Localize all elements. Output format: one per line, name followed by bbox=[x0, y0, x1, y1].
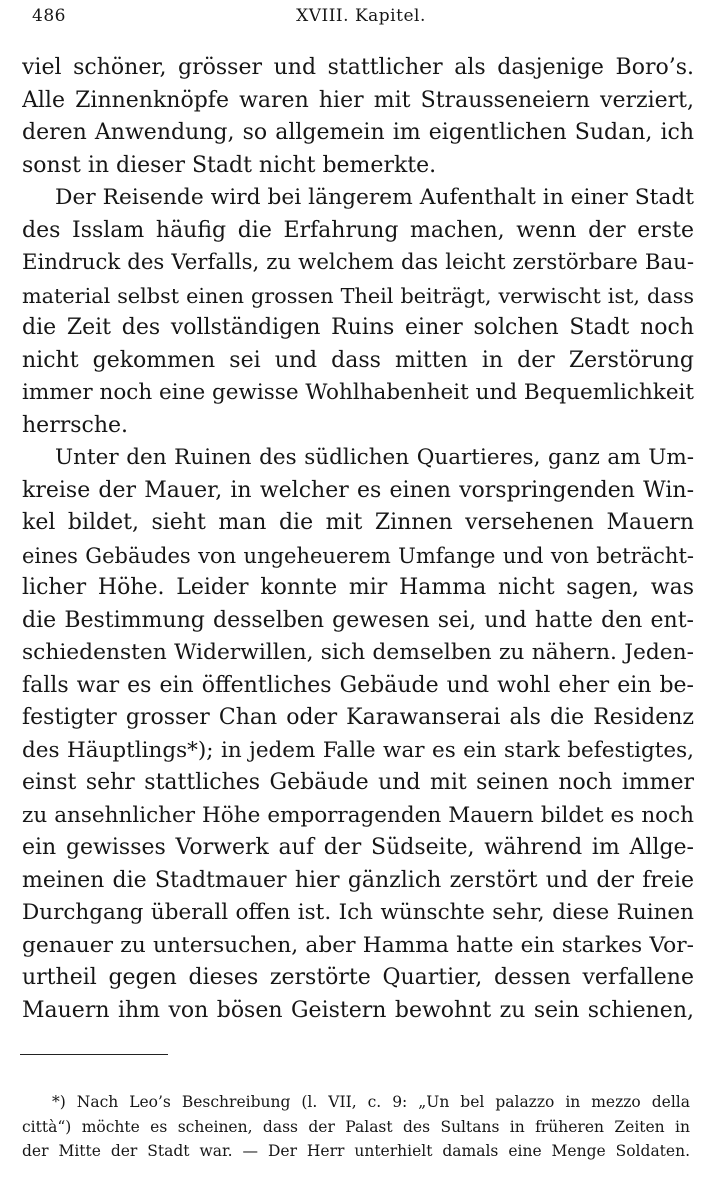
text-line: zu ansehnlicher Höhe emporragenden Mauern bildet es noch bbox=[22, 802, 694, 828]
text-line: deren Anwendung, so allgemein im eigentlichen Sudan, ich bbox=[22, 120, 694, 145]
text-line: herrsche. bbox=[22, 412, 129, 438]
text-line: Alle Zinnenknöpfe waren hier mit Straussenеiern verziert, bbox=[22, 87, 694, 113]
footnote-line: città“) möchte es scheinen, dass der Palast des Sultans in früheren Zeiten in bbox=[22, 1117, 690, 1136]
text-line: kel bildet, sieht man die mit Zinnen versehenen Mauern bbox=[22, 510, 694, 535]
text-line: Eindruck des Verfalls, zu welchem das leicht zerstörbare Bau- bbox=[22, 250, 694, 275]
text-line: des Isslam häufig die Erfahrung machen, wenn der erste bbox=[22, 217, 694, 243]
text-line: kreise der Mauer, in welcher es einen vorspringenden Win- bbox=[22, 477, 694, 503]
footnote-line: der Mitte der Stadt war. — Der Herr unterhielt damals eine Menge Soldaten. bbox=[22, 1142, 690, 1160]
page-number: 486 bbox=[32, 6, 66, 26]
text-line: eines Gebäudes von ungeheuerem Umfange und von beträcht- bbox=[22, 543, 694, 568]
page-header bbox=[32, 6, 690, 32]
text-line: einst sehr stattliches Gebäude und mit seinen noch immer bbox=[22, 770, 694, 795]
text-line: ein gewisses Vorwerk auf der Südseite, während im Allge- bbox=[22, 835, 694, 860]
paragraph-first-line: Der Reisende wird bei längerem Aufenthalt in einer Stadt bbox=[55, 185, 694, 210]
text-line: falls war es ein öffentliches Gebäude und wohl eher ein be- bbox=[22, 672, 694, 698]
footnote-line: *) Nach Leo’s Beschreibung (l. VII, c. 9: „Un bel palazzo in mezzo della bbox=[52, 1093, 690, 1111]
text-line: urtheil gegen dieses zerstörte Quartier, dessen verfallene bbox=[22, 965, 694, 990]
text-line: die Bestimmung desselben gewesen sei, und hatte den ent- bbox=[22, 607, 694, 633]
text-line: viel schöner, grösser und stattlicher als dasjenige Boro’s. bbox=[22, 55, 694, 80]
text-line: Mauern ihm von bösen Geistern bewohnt zu sein schienen, bbox=[22, 997, 694, 1023]
body-text bbox=[22, 52, 694, 1027]
text-line: immer noch eine gewisse Wohlhabenheit und Bequemlichkeit bbox=[22, 380, 694, 405]
footnotes bbox=[22, 1090, 690, 1164]
text-line: genauer zu untersuchen, aber Hamma hatte ein starkes Vor- bbox=[22, 932, 694, 958]
text-line: licher Höhe. Leider konnte mir Hamma nicht sagen, was bbox=[22, 575, 694, 600]
text-line: Durchgang überall offen ist. Ich wünschte sehr, diese Ruinen bbox=[22, 900, 694, 925]
text-line: des Häuptlings*); in jedem Falle war es ein stark befestigtes, bbox=[22, 737, 694, 763]
text-line: nicht gekommen sei und dass mitten in der Zerstörung bbox=[22, 347, 694, 373]
running-head: XVIII. Kapitel. bbox=[296, 6, 426, 26]
paragraph-first-line: Unter den Ruinen des südlichen Quartieres, ganz am Um- bbox=[55, 445, 694, 470]
text-line: festigter grosser Chan oder Karawanserai als die Residenz bbox=[22, 705, 694, 730]
text-line: schiedensten Widerwillen, sich demselben zu nähern. Jeden- bbox=[22, 640, 694, 665]
footnote-divider bbox=[20, 1054, 168, 1055]
text-line: die Zeit des vollständigen Ruins einer solchen Stadt noch bbox=[22, 315, 694, 340]
text-line: meinen die Stadtmauer hier gänzlich zerstört und der freie bbox=[22, 867, 694, 893]
text-line: sonst in dieser Stadt nicht bemerkte. bbox=[22, 152, 437, 178]
text-line: material selbst einen grossen Theil beiträgt, verwischt ist, dass bbox=[22, 283, 694, 308]
